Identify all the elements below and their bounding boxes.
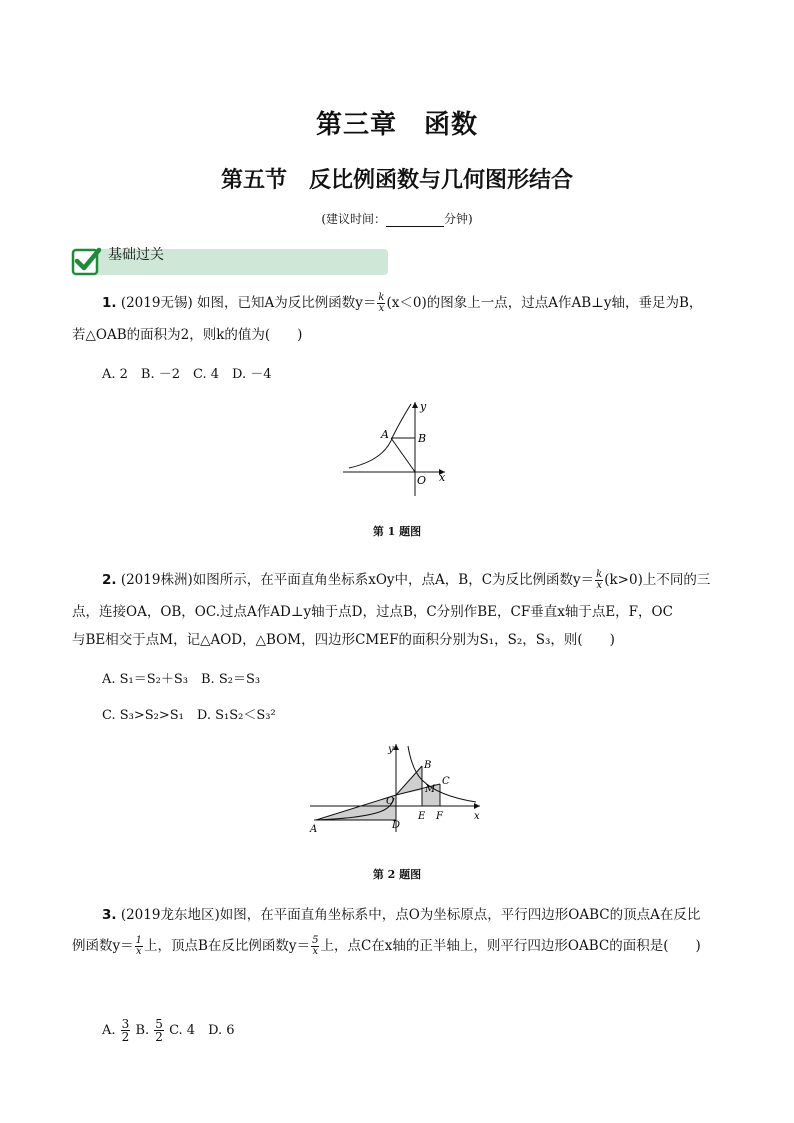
q2-line1 <box>102 570 710 591</box>
q2-line3: 与BE相交于点M，记△AOD，△BOM，四边形CMEF的面积分别为S₁，S₂，S₃，则( ) <box>72 632 615 648</box>
q2-label-x: x <box>474 811 480 822</box>
suggested-time <box>0 210 794 227</box>
q1-line1 <box>102 293 702 314</box>
q2-fraction <box>595 570 603 591</box>
q2-x-arrow <box>474 803 480 809</box>
q1-figure <box>335 398 460 500</box>
check-icon <box>70 245 102 277</box>
q1-line2: 若△OAB的面积为2，则k的值为( ) <box>72 327 303 343</box>
q2-figure <box>308 740 488 835</box>
q1-caption: 第 1 题图 <box>372 525 422 538</box>
q3-opt-a-den: 2 <box>121 1030 130 1044</box>
q2-label-e: E <box>418 811 426 822</box>
q3-number: 3. <box>102 907 117 923</box>
q3-frac2-den: x <box>312 946 319 957</box>
q2-label-a: A <box>310 824 318 835</box>
q3-opt-b-num: 5 <box>155 1017 163 1031</box>
section-title: 第五节 反比例函数与几何图形结合 <box>220 168 573 193</box>
time-suffix: 分钟) <box>444 212 473 226</box>
q1-label-x: x <box>439 471 446 484</box>
q3-frac1-num: 1 <box>135 935 143 946</box>
q3-source: (2019龙东地区) <box>120 907 220 923</box>
q2-text-b: (k>0)上不同的三 <box>604 572 711 588</box>
q1-frac-num: k <box>378 292 385 303</box>
q2-label-b: B <box>424 760 432 771</box>
time-prefix: (建议时间： <box>321 212 386 226</box>
q3-fraction-2 <box>311 936 319 957</box>
q2-line2: 点，连接OA，OB，OC.过点A作AD⊥y轴于点D，过点B，C分别作BE，CF垂直x轴于点E，F，OC <box>72 604 673 620</box>
q3-text-1: 如图，在平面直角坐标系中，点O为坐标原点，平行四边形OABC的顶点A在反比 <box>219 907 701 923</box>
q1-frac-den: x <box>378 303 385 314</box>
q3-text-2b: 上，顶点B在反比例函数y＝ <box>144 938 311 954</box>
q3-fraction-1 <box>135 936 143 957</box>
chapter-title: 第三章 函数 <box>315 110 478 140</box>
q1-label-o: O <box>417 474 427 487</box>
q3-line1 <box>102 905 700 925</box>
q3-option-a-label: A. <box>102 1023 116 1038</box>
q1-y-arrow <box>412 402 418 408</box>
q3-frac1-den: x <box>136 946 142 957</box>
q2-caption: 第 2 题图 <box>372 868 422 881</box>
q2-label-o: O <box>386 796 395 807</box>
q2-y-arrow <box>393 744 399 750</box>
q3-option-cd: C. 4 D. 6 <box>169 1023 235 1038</box>
q1-label-b: B <box>418 432 427 445</box>
q3-text-2c: 上，点C在x轴的正半轴上，则平行四边形OABC的面积是( ) <box>320 938 701 954</box>
q2-label-m: M <box>425 784 436 795</box>
q3-opt-b-den: 2 <box>155 1030 163 1044</box>
q2-text-a: 如图所示，在平面直角坐标系xOy中，点A，B，C为反比例函数y＝ <box>192 572 595 588</box>
q2-label-y: y <box>388 744 394 755</box>
q3-frac2-num: 5 <box>312 935 319 946</box>
q1-segment-ao <box>391 438 415 472</box>
q1-label-y: y <box>420 400 427 413</box>
q3-opt-a-num: 3 <box>121 1017 130 1031</box>
q2-frac-num: k <box>596 569 603 580</box>
q2-frac-den: x <box>596 580 602 591</box>
q1-hyperbola <box>349 404 411 468</box>
q1-options: A. 2 B. －2 C. 4 D. －4 <box>102 367 272 382</box>
q2-label-f: F <box>436 811 443 822</box>
q2-source: (2019株洲) <box>120 572 193 588</box>
time-blank <box>386 215 444 227</box>
q1-number: 1. <box>102 295 117 311</box>
q1-source: (2019无锡) <box>120 295 193 311</box>
banner-label: 基础过关 <box>108 247 164 263</box>
q3-options <box>102 1018 235 1043</box>
q2-number: 2. <box>102 572 117 588</box>
q1-label-a: A <box>381 428 389 441</box>
q3-option-b-frac <box>154 1018 164 1043</box>
q2-label-c: C <box>442 776 450 787</box>
q1-text-b: (x＜0)的图象上一点，过点A作AB⊥y轴，垂足为B， <box>386 295 703 311</box>
q3-option-a-frac <box>121 1018 131 1043</box>
q1-fraction <box>377 293 385 314</box>
q1-text-a: 如图，已知A为反比例函数y＝ <box>197 295 377 311</box>
q3-option-b-label: B. <box>135 1023 150 1038</box>
q2-options-cd: C. S₃>S₂>S₁ D. S₁S₂＜S₃² <box>102 708 276 723</box>
q2-label-d: D <box>392 820 401 831</box>
q3-line2 <box>72 936 701 957</box>
q3-text-2a: 例函数y＝ <box>72 938 134 954</box>
q2-options-ab: A. S₁＝S₂＋S₃ B. S₂＝S₃ <box>102 672 261 687</box>
